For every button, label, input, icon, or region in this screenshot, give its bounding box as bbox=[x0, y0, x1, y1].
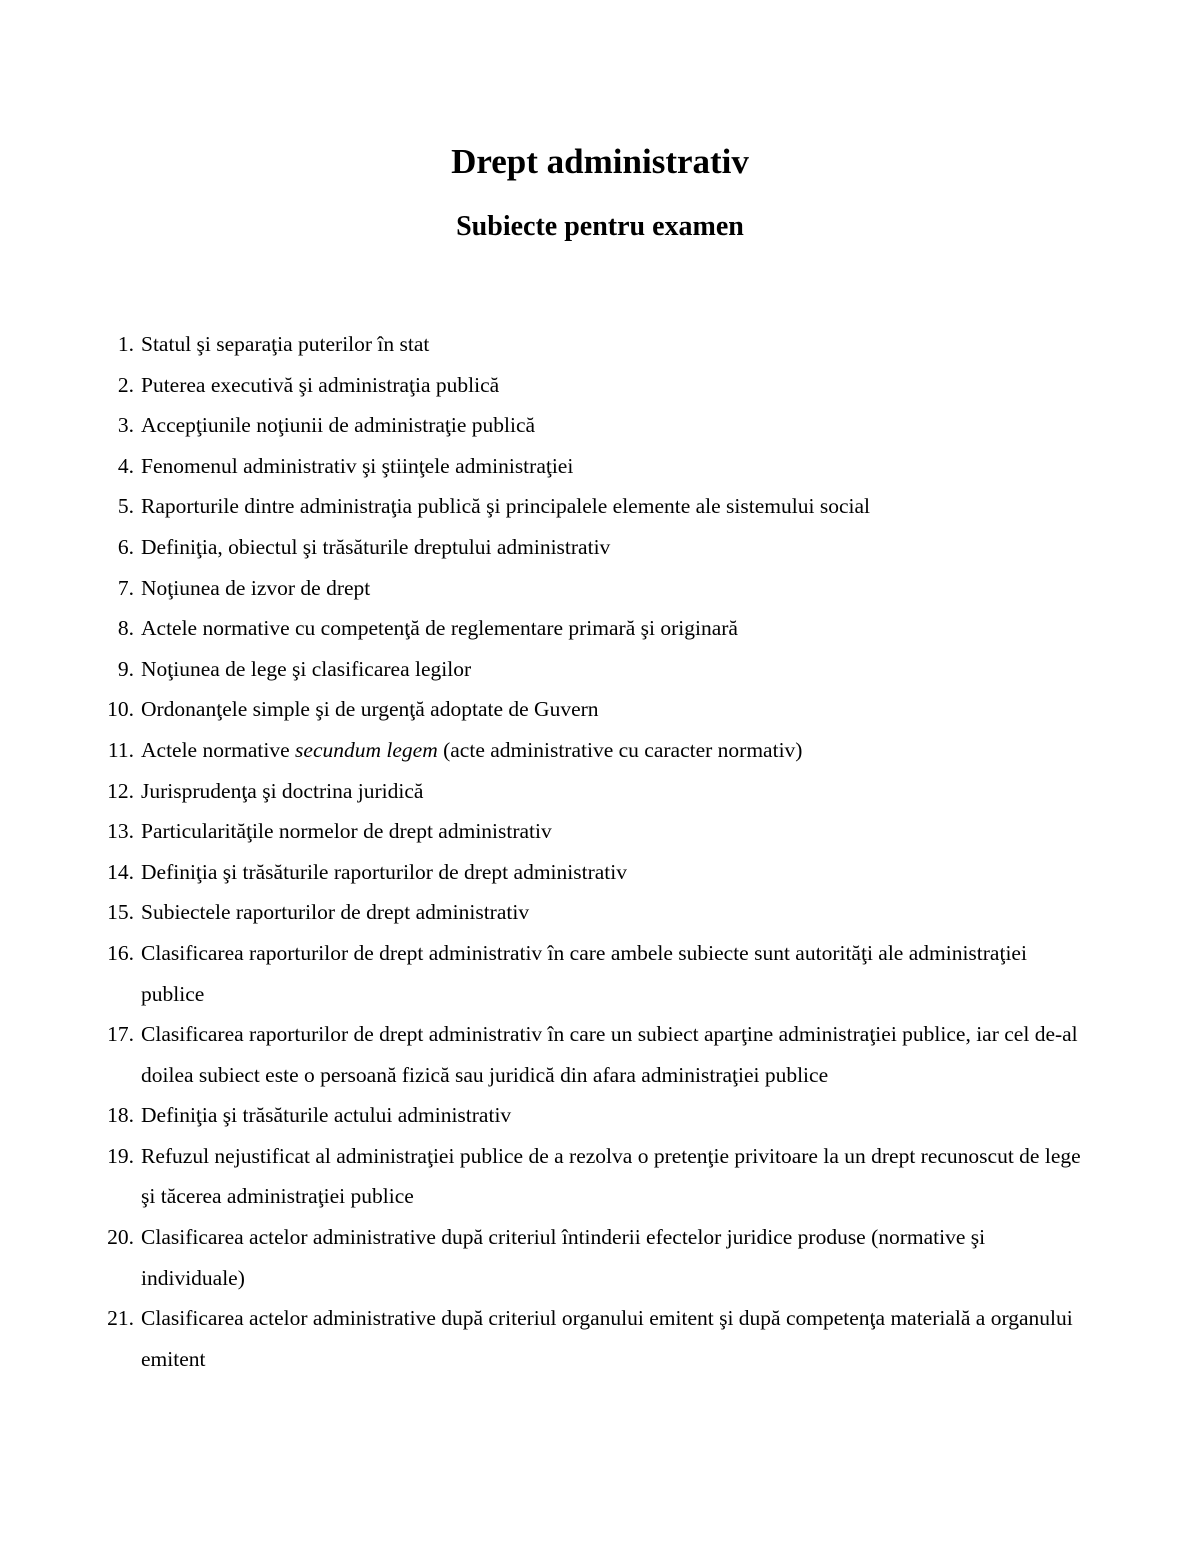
list-item-text bbox=[141, 373, 499, 397]
list-item-text bbox=[141, 576, 370, 600]
list-item-number: 3. bbox=[117, 413, 134, 438]
list-item-text-segment: Clasificarea actelor administrative după criteriul organului emitent şi după competenţa materială a organului emitent bbox=[141, 1306, 1073, 1371]
list-item-text bbox=[141, 819, 552, 843]
list-item-text-segment: Accepţiunile noţiunii de administraţie publică bbox=[141, 413, 536, 438]
list-item-text bbox=[141, 779, 423, 803]
list-item bbox=[0, 649, 1081, 690]
list-item-text bbox=[141, 738, 802, 762]
list-item bbox=[0, 1136, 1081, 1217]
list-item-text-segment: Puterea executivă şi administraţia publică bbox=[141, 372, 500, 397]
list-item bbox=[0, 1217, 1081, 1298]
list-item bbox=[0, 365, 1081, 406]
list-item-text bbox=[141, 454, 573, 478]
list-item-italic-text: secundum legem bbox=[295, 737, 438, 762]
list-item-text-segment: Actele normative bbox=[141, 737, 296, 762]
list-item-number: 1. bbox=[117, 332, 134, 356]
list-item-text-segment: Raporturile dintre administraţia publică şi principalele elemente ale sistemului social bbox=[141, 494, 870, 519]
list-item bbox=[0, 892, 1081, 933]
list-item-text-segment: Noţiunea de izvor de drept bbox=[141, 575, 371, 600]
list-item-text-segment: Noţiunea de lege şi clasificarea legilor bbox=[141, 656, 472, 681]
list-item-text-segment: Refuzul nejustificat al administraţiei publice de a rezolva o pretenţie privitoare la un drept recunoscut de lege şi tăcerea administraţiei publice bbox=[141, 1143, 1081, 1209]
list-item bbox=[0, 405, 1081, 446]
list-item bbox=[0, 527, 1081, 568]
list-item-text-segment: Definiţia, obiectul şi trăsăturile dreptului administrativ bbox=[141, 534, 611, 559]
list-item bbox=[0, 568, 1081, 609]
list-item-text-segment: (acte administrative cu caracter normativ) bbox=[437, 737, 803, 762]
list-item-text bbox=[141, 1103, 511, 1127]
list-item-text bbox=[141, 657, 471, 681]
list-item bbox=[0, 689, 1081, 730]
list-item bbox=[0, 1095, 1081, 1136]
list-item-number: 16. bbox=[107, 940, 134, 965]
list-item-text bbox=[141, 535, 610, 559]
list-item-text bbox=[141, 1225, 985, 1290]
list-item-number: 2. bbox=[117, 372, 134, 397]
list-item-text-segment: Fenomenul administrativ şi ştiinţele administraţiei bbox=[141, 453, 574, 478]
list-item bbox=[0, 730, 1081, 771]
list-item-text bbox=[141, 1022, 1078, 1087]
list-item bbox=[0, 324, 1081, 365]
list-item-number: 17. bbox=[107, 1022, 134, 1047]
document-subtitle: Subiecte pentru examen bbox=[456, 211, 744, 242]
list-item-text-segment: Definiţia şi trăsăturile actului administrativ bbox=[141, 1103, 512, 1128]
list-item-text-segment: Subiectele raporturilor de drept administrativ bbox=[141, 900, 530, 925]
list-item-text bbox=[141, 1306, 1073, 1371]
list-item-text bbox=[141, 900, 529, 924]
list-item-number: 4. bbox=[117, 453, 134, 478]
list-item-text bbox=[141, 860, 627, 884]
list-item-text bbox=[141, 494, 870, 518]
list-item-text bbox=[141, 616, 738, 640]
list-item-number: 21. bbox=[107, 1306, 134, 1331]
list-item bbox=[0, 608, 1081, 649]
list-item-text-segment: Clasificarea actelor administrative după criteriul întinderii efectelor juridice produse (normative şi individuale) bbox=[141, 1225, 986, 1290]
list-item-text bbox=[141, 413, 535, 437]
list-item-number: 13. bbox=[107, 819, 134, 844]
list-item bbox=[0, 852, 1081, 893]
list-item-number: 15. bbox=[107, 900, 134, 925]
list-item-number: 7. bbox=[117, 575, 134, 600]
list-item bbox=[0, 933, 1081, 1014]
list-item-text bbox=[141, 1144, 1081, 1209]
list-item bbox=[0, 446, 1081, 487]
list-item bbox=[0, 486, 1081, 527]
list-item-number: 19. bbox=[107, 1143, 134, 1168]
list-item-number: 12. bbox=[107, 778, 134, 803]
list-item-text bbox=[141, 332, 429, 356]
list-item bbox=[0, 811, 1081, 852]
list-item-number: 20. bbox=[107, 1225, 134, 1250]
list-item-text-segment: Clasificarea raporturilor de drept administrativ în care ambele subiecte sunt autorităţi ale administraţiei publice bbox=[141, 940, 1027, 1006]
list-item-number: 11. bbox=[107, 737, 134, 762]
list-item-text-segment: Jurisprudenţa şi doctrina juridică bbox=[141, 778, 424, 803]
list-item-number: 14. bbox=[107, 859, 134, 884]
list-item-number: 5. bbox=[117, 494, 134, 519]
list-item bbox=[0, 1014, 1081, 1095]
list-item-text-segment: Clasificarea raporturilor de drept administrativ în care un subiect aparţine administraţiei publice, iar cel de-al doilea subiect este o persoană fizică sau juridică din afara administraţiei publice bbox=[141, 1022, 1078, 1087]
list-item-text-segment: Actele normative cu competenţă de reglementare primară şi originară bbox=[141, 616, 738, 641]
list-item-text-segment: Statul şi separaţia puterilor în stat bbox=[141, 332, 430, 356]
list-item-text bbox=[141, 697, 599, 721]
document-title: Drept administrativ bbox=[451, 142, 749, 181]
list-item-text bbox=[141, 941, 1027, 1006]
list-item bbox=[0, 771, 1081, 812]
list-item bbox=[0, 1298, 1081, 1379]
exam-topic-list bbox=[0, 324, 1200, 1379]
list-item-text-segment: Ordonanţele simple şi de urgenţă adoptate de Guvern bbox=[141, 697, 599, 722]
list-item-text-segment: Particularităţile normelor de drept administrativ bbox=[141, 819, 552, 844]
list-item-text-segment: Definiţia şi trăsăturile raporturilor de drept administrativ bbox=[141, 859, 627, 884]
list-item-number: 6. bbox=[117, 534, 134, 559]
list-item-number: 18. bbox=[107, 1103, 134, 1128]
list-item-number: 10. bbox=[107, 697, 134, 722]
list-item-number: 8. bbox=[117, 616, 134, 641]
list-item-number: 9. bbox=[117, 656, 134, 681]
